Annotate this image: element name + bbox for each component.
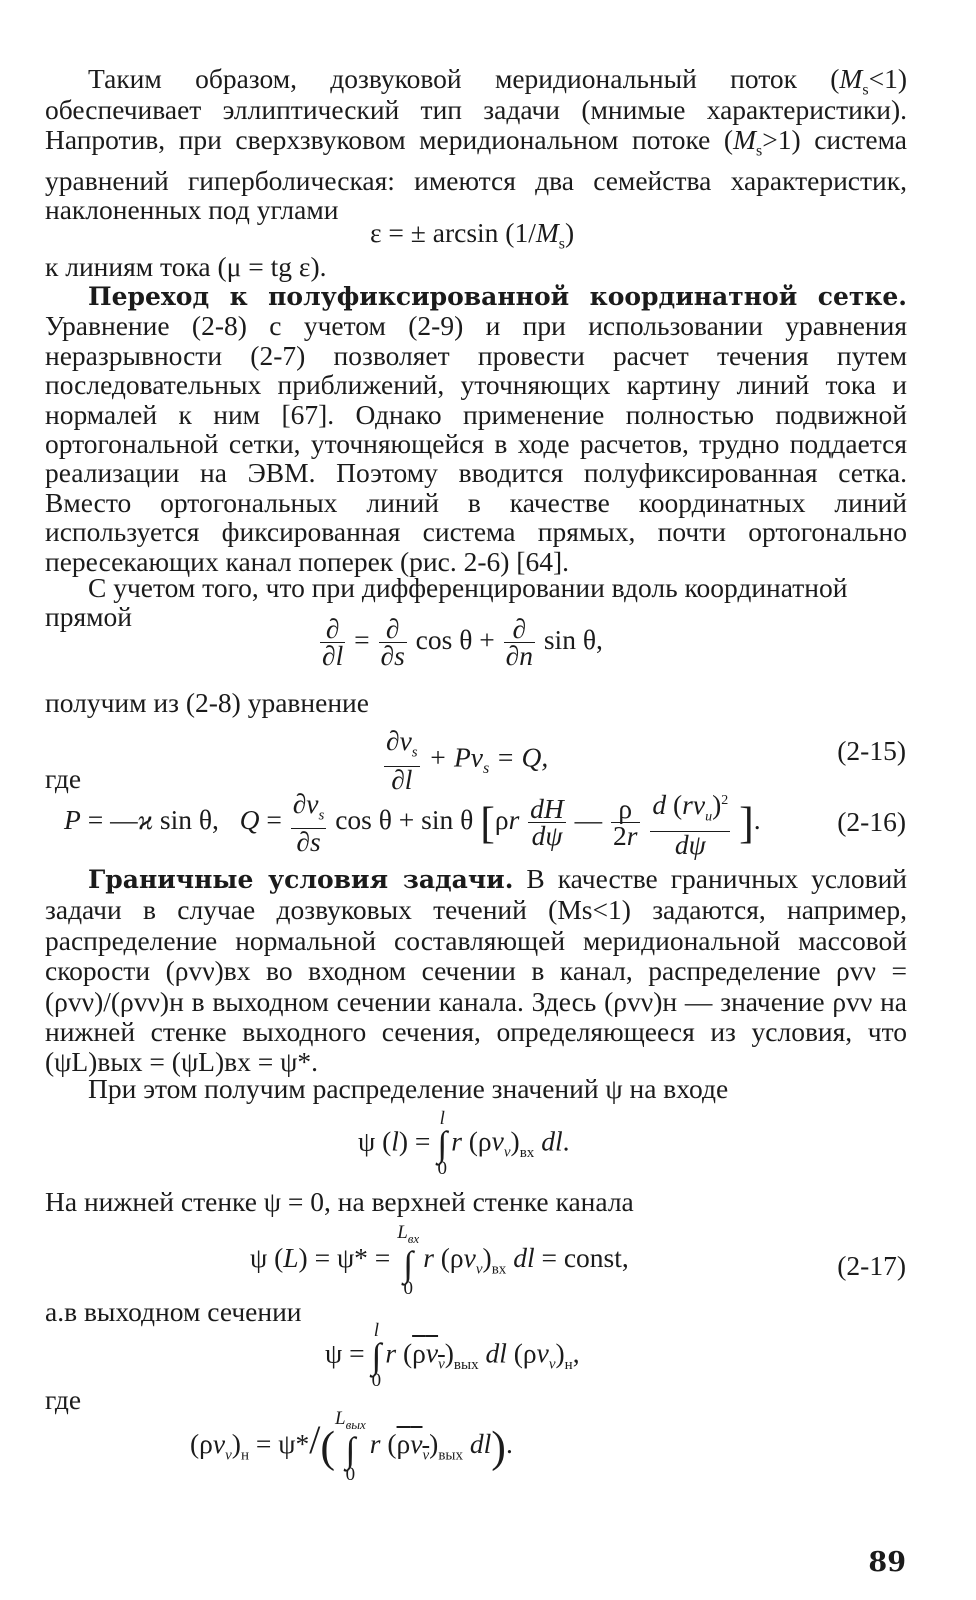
section2-paragraph [45, 864, 907, 1078]
equation-2-15: $\frac{\partial v_s}{\partial l}$ + $Pv_s = Q$, [386, 725, 549, 795]
para1-line1: Таким образом, дозвуковой меридиональный поток $(M_s<1)$ [88, 63, 907, 99]
where-label-2: где [45, 1384, 82, 1415]
equation-2-16-number: (2-16) [837, 806, 906, 837]
equation-2-17-number: (2-17) [837, 1250, 906, 1281]
para3-after: получим из (2-8) уравнение [45, 687, 369, 718]
para7: а.в выходном сечении [45, 1296, 302, 1327]
para6: На нижней стенке ψ = 0, на верхней стенке канала [45, 1186, 634, 1217]
equation-epsilon: ε = ± $\arcsin (1/M_s)$ [370, 217, 575, 253]
equation-rho-v-lower: $(\rho v_\nu)_н = \psi*/$( $L_{вых}$ ∫ 0 r $(\rho v_\nu)_{вых}$ dl). [190, 1408, 513, 1485]
para3-line2: прямой [45, 601, 132, 632]
section2-heading: Граничные условия задачи. [88, 865, 514, 894]
section1-text: Уравнение (2-8) с учетом (2-9) и при использовании уравнения неразрывности (2-7) позволяет провести расчет течения путем последовательных приближений, уточняющих картину линий тока и нормалей к ним [67]. Однако применение полностью подвижной ортогональной сетки, уточняющейся в ходе расчетов, трудно поддается реализации на ЭВМ. Поэтому вводится полуфиксированная сетка. Вместо ортогональных линий в качестве координатных линий используется фиксированная система прямых, почти ортогонально пересекающих канал поперек (рис. 2-6) [64]. [45, 310, 907, 577]
para1-end: к линиям тока (μ = tg ε). [45, 251, 327, 282]
page-number: 89 [868, 1547, 906, 1578]
equation-2-15-number: (2-15) [837, 735, 906, 766]
section1-paragraph [45, 281, 907, 576]
equation-2-17: ψ (L) = ψ* = $L_{вх}$ ∫ 0 r $(\rho v_\nu)_{вх}$ dl = const, [250, 1222, 629, 1299]
para1-body: обеспечивает эллиптический тип задачи (мнимые характеристики). Напротив, при сверхзвуковом меридиональном потоке $(M_s>1)$ система уравнений гиперболическая: имеются два семейства характеристик, наклоненных под углами [45, 94, 907, 225]
where-label-1: где [45, 763, 82, 794]
equation-directional-derivative: $\frac{\partial}{\partial l}$ = $\frac{\partial}{\partial s}$ cos θ + $\frac{\partial}{\partial n}$ sin θ, [322, 613, 603, 671]
equation-psi-outlet: ψ = l ∫ 0 r $(\rho v_\nu)_{вых}$ dl $(\rho v_\nu)_н$, [325, 1320, 580, 1391]
equation-psi-inlet: ψ (l) = l ∫ 0 r $(\rho v_\nu)_{вх}$ dl. [358, 1108, 570, 1179]
para3-line1: С учетом того, что при дифференцировании вдоль координатной [88, 572, 848, 603]
para5: При этом получим распределение значений ψ на входе [88, 1073, 729, 1104]
section1-heading: Переход к полуфиксированной координатной сетке. [88, 282, 907, 311]
equation-2-16: P = —ϰ sin θ, Q = $\frac{\partial v_s}{\partial s}$ cos θ + sin θ [ρr $\frac{dH}{d\psi}$ — $\frac{\rho}{2r}$ $\frac{d (rv_u)^2}{d\psi}$ ]. [64, 787, 761, 860]
section2-text: В качестве граничных условий задачи в случае дозвуковых течений (Ms<1) задаются, например, распределение нормальной составляющей меридиональной массовой скорости (ρvν)вх во входном сечении в канал, распределение ρvν = (ρvν)/(ρvν)н в выходном сечении канала. Здесь (ρvν)н — значение ρvν на нижней стенке выходного сечения, определяющееся из условия, что (ψL)вых = (ψL)вх = ψ*. [45, 863, 908, 1078]
